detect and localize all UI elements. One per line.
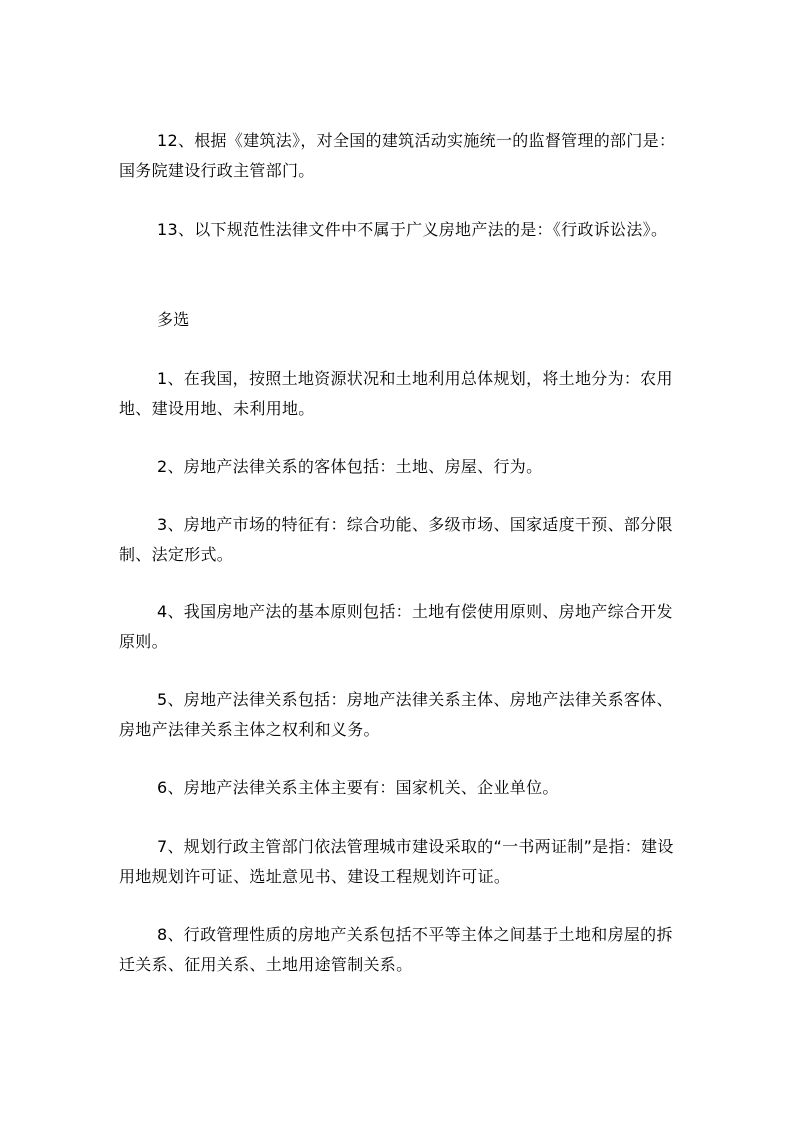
paragraph-multi-8: 8、行政管理性质的房地产关系包括不平等主体之间基于土地和房屋的拆迁关系、征用关系、土地用途管制关系。	[119, 925, 673, 974]
paragraph-single-13: 13、以下规范性法律文件中不属于广义房地产法的是：《行政诉讼法》。	[157, 220, 668, 239]
paragraph-multi-7: 7、规划行政主管部门依法管理城市建设采取的“一书两证制”是指：建设用地规划许可证、选址意见书、建设工程规划许可证。	[119, 837, 674, 886]
paragraph-multi-1: 1、在我国，按照土地资源状况和土地利用总体规划，将土地分为：农用地、建设用地、未利用地。	[119, 369, 673, 418]
paragraph-multi-3: 3、房地产市场的特征有：综合功能、多级市场、国家适度干预、部分限制、法定形式。	[119, 515, 673, 564]
paragraph-multi-5: 5、房地产法律关系包括：房地产法律关系主体、房地产法律关系客体、房地产法律关系主体之权利和义务。	[119, 690, 673, 739]
paragraph-multi-2: 2、房地产法律关系的客体包括：土地、房屋、行为。	[157, 457, 543, 476]
paragraph-multi-6: 6、房地产法律关系主体主要有：国家机关、企业单位。	[157, 778, 559, 797]
paragraph-multi-4: 4、我国房地产法的基本原则包括：土地有偿使用原则、房地产综合开发原则。	[119, 602, 673, 651]
paragraph-single-12: 12、根据《建筑法》，对全国的建筑活动实施统一的监督管理的部门是：国务院建设行政主管部门。	[119, 131, 676, 180]
section-heading-multi: 多选	[157, 310, 190, 329]
